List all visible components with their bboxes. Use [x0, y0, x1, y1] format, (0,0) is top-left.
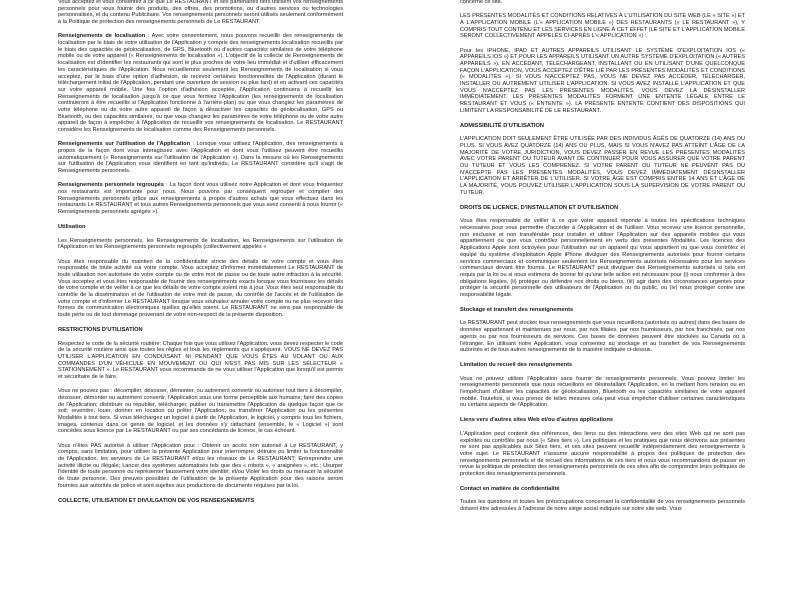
section-title-utilisation: Utilisation [58, 223, 86, 230]
section-title-contact: Contact en matière de confidentialité [460, 485, 560, 492]
grouped-heading: Renseignements personnels regroupés [58, 182, 164, 189]
grouped-body: : La façon dont vous utilisez notre Application et dont vous fréquentez nos restaurants est importante pour nous. Nous pouvons par conséquent regrouper et compiler des Renseignements personnels grâce aux renseignements à propos d'autres achats que vous effectuez dans les restaurants Le RESTAURANT et tous autres Renseignements personnels que vous avez consenti à nous fournir (« Renseignements personnels agrégés »). [58, 182, 343, 216]
restrictions-paragraph-1: Respectez le code de la sécurité routière: Chaque fois que vous utilisez l'Application, vous devez respecter le code de la sécurité routière ainsi que toutes les règles et tous les règlements qui s'appliquent. VOUS NE DEVEZ PAS UTILISER L'APPLICATION EN CONDUISANT NI PENDANT QUE VOUS ÊTES AU VOLANT OU AUX COMMANDES D'UN VÉHICULE EN MOUVEMENT OU QUI N'EST PAS MIS SUR LES SÉLECTEUR « STATIONNEMENT ». Le RESTAURANT vous recommande de ne vous utiliser l'Application que lorsqu'il est permis et sécuritaire de le faire. [58, 340, 343, 381]
consent-paragraph: Vous acceptez et vous consentez à ce que Le RESTAURANT et ses partenaires tiers utilisent vos renseignements personnels pour vous fournir des produits, des offres, des promotions, ou d'autres services ou technologies personnalisés, et du contenu Publicitaire. Vos renseignements personnels seront utilisés seulement conformément à la Politique de protection des renseignements personnels de Le RESTAURANT. [58, 0, 343, 26]
utilisation-paragraph-1: Les Renseignements personnels, les Renseignements de localisation, les Renseignements sur l'utilisation de l'Application et les Renseignements personnels regroupés (collectivement appelés « [58, 237, 343, 251]
caps-paragraph-1: LES PRÉSENTES MODALITÉS ET CONDITIONS RELATIVES À L'UTILISATION DU SITE WEB (LE « SITE ») ET À L'APPLICATION MOBILE (L'« APPLICATION MOBILE ») DES RESTAURANTS (« LE RESTAURANT »), Y COMPRIS TOUT CONTENU ET LES SERVICES EN LIGNE À CET EFFET (LE SITE ET L'APPLICATION MOBILE SERONT COLLECTIVEMENT APPELÉS CI-APRÈS L'« APPLICATION ») : [460, 13, 745, 40]
right-column [460, 0, 745, 520]
licence-paragraph: Vous êtes responsable de veiller à ce que votre appareil réponde à toutes les spécifications techniques nécessaires pour vous permettre d'accéder à l'Application et de l'utiliser. Vous recevez une licence personnelle, non exclusive et non transférable pour installer et utiliser l'Application sur des appareils mobiles qui vous appartiennent ou que vous contrôlez personnellement en vertu des présentes Modalités. Les licences des Applications Apple sont octroyées pour l'utilisation sur un appareil qui vous appartient ou que vous contrôlez et équipé du système d'exploitation Apple iPhone divulguer des Renseignements autorisés pour fournir certains services commerciaux et communiquer seulement les Renseignements autorisés nécessaires pour les services commerciaux devant être fournis. Le RESTAURANT peut divulguer des Renseignements autorisés si cela est requis par la loi ou si nous estimons de bonne foi qu'une telle action est nécessaire pour (i) nous conformer à des obligations légales, (ii) protéger ou défendre nos droits ou biens, (iii) agir dans des circonstances urgentes pour protéger la sécurité personnelle des utilisateurs de l'Application ou du public, ou (iv) nous protéger contre une responsabilité légale. [460, 218, 745, 299]
location-paragraph [58, 33, 343, 134]
restrictions-paragraph-3: Vous n'êtes PAS autorisé à utiliser l'Application pour : Obtenir un accès non autorisé à Le RESTAURANT, y compris, sans limitation, pour utiliser la présente Application pour interrompre, détruire ou limiter la fonctionnalité de l'Application, les serveurs de Le RESTAURANT et/ou les réseaux de Le RESTAURANT; Entreprendre une activité illicite ou illégale; Lancer des systèmes automatisés tels que des « robots », « araignées », etc.; Usurper l'identité de toute personne ou représenter faussement votre identité; et/ou Violer les droits ou menacer la sécurité de toute personne. Des preuves possibles de l'utilisation de la présente Application pour des raisons seront fournies aux autorités de police et sont sujettes aux productions de documents requises par la loi. [58, 442, 343, 489]
section-title-licence: DROITS DE LICENCE, D'INSTALLATION ET D'UTILISATION [460, 204, 619, 211]
section-title-restrictions: RESTRICTIONS D'UTILISATION [58, 326, 143, 333]
liens-paragraph: L'Application peut contenir des références, des liens ou des interactions vers des sites Web qui ne sont pas exploités ou contrôlés par nous (« Sites tiers »). Les politiques et les pratiques que nous décrivons aux présentes ne sont pas applicables aux Sites tiers, et ces sites peuvent recueillir indépendamment des renseignements à votre sujet. Le RESTAURANT n'assume aucune responsabilité à propos des politiques de protection des renseignements personnels et de recueil des informations de ces tiers et nous vous recommandons de passer en revue la politique de protection des renseignements personnels de ces sites afin de comprendre leurs politiques de protection des renseignements personnels. [460, 430, 745, 478]
top-line: concerne ce site. [460, 0, 503, 5]
restrictions-paragraph-2: Vous ne pouvez pas : décompiler, désosser, démonter, ou autrement convertir ou autoriser tout tiers à décompiler, désosser, démonter ou autrement convertir, l'Application sous une forme perceptible aux humains; faire des copies de l'Application; distribuer ou republier, télécharger, publier ou transmettre l'Application de quelque façon que ce soit; revendre, louer, donner en location ou prêter l'Application; ou transférer l'Application ou les présentes Modalités à tout tiers. Si vous téléchargez un logiciel à partir de l'Application, le logiciel, y compris tous les fichiers, images, contenus dans ce genre de logiciel, et les données s'y rattachant (ensemble, le « Logiciel ») sont concédés sous licence par Le RESTAURANT ou par ses concédants de licence, le cas échéant. [58, 388, 343, 435]
section-title-liens: Liens vers d'autres sites Web et/ou d'autres applications [460, 417, 614, 424]
usage-body: : Lorsque vous utilisez l'Application, des renseignements à propos de la façon dont vous interagissez avec l'Application et dont vous l'utilisez peuvent être recueillis automatiquement (« Renseignements sur l'utilisation de l'Application »). Dans la mesure où les Renseignements sur l'utilisation de l'Application vous identifient en tant qu'individu, Le RESTAURANT considère qu'il s'agit de Renseignements personnels. [58, 141, 343, 175]
left-column [58, 0, 343, 511]
stockage-paragraph: Le RESTAURANT peut stocker tous renseignements que vous recueillons (autorisés ou autres) dans des bases de données appartenant et maintenues par nous, par nos filiales, par nos fournisseurs, par nos franchisés, par nos agents ou par nos fournisseurs de services. Ces bases de données peuvent être stockées au Canada ou à l'étranger. En utilisant notre Application, vous consentez au stockage et au transfert de vos Renseignements autorisés et de tous autres renseignements de la manière indiquée ci-dessus. [460, 320, 745, 354]
section-title-admissibilite: ADMISSIBILITÉ D'UTILISATION [460, 122, 545, 129]
utilisation-paragraph-2: Vous êtes responsable du maintien de la confidentialité stricte des détails de votre compte et vous êtes responsable de toute activité sur votre compte. Vous acceptez d'informer immédiatement Le RESTAURANT de toute utilisation non autorisée de votre compte ou de votre mot de passe ou de toute autre infraction à la sécurité. Vous acceptez et vous êtes responsable de fournir des renseignements exacts lorsque vous fournissez les détails de votre compte et de veiller à ce que les détails de votre compte soient mis à jour. Vous êtes seul responsable du contrôle de la dissémination et de l'utilisation de votre mot de passe, du contrôle de l'accès et de l'utilisation de votre compte et d'informer Le RESTAURANT lorsque vous souhaitez annuler votre compte ou ne plus recevoir des formes de communication électroniques quelles qu'elles soient. Le RESTAURANT ne sera pas responsable de toute perte ou de tout dommage provenant de votre non-respect de la présente disposition. [58, 258, 343, 319]
section-title-collecte: COLLECTE, UTILISATION ET DIVULGATION DE VOS RENSEIGNEMENTS [58, 497, 255, 504]
section-title-stockage: Stockage et transfert des renseignements [460, 306, 574, 313]
usage-paragraph [58, 141, 343, 175]
contact-paragraph: Toutes les questions et toutes les préoccupations concernant la confidentialité de vos renseignements personnels doivent être adressées à l'adresse de notre siège social indiquée sur notre site web. Vous [460, 499, 745, 513]
admissibilite-paragraph: L'APPLICATION DOIT SEULEMENT ÊTRE UTILISÉE PAR DES INDIVIDUS ÂGÉS DE QUATORZE (14) ANS OU PLUS. SI VOUS AVEZ QUATORZE (14) ANS OU PLUS, MAIS SI VOUS N'AVEZ PAS ATTEINT L'ÂGE DE LA MAJORITÉ DE VOTRE JURIDICTION, VOUS DEVEZ PASSER EN REVUE LES PRÉSENTES MODALITÉS AVEC VOTRE PARENT OU TUTEUR AVANT DE CONTINUER POUR VOUS ASSURER QUE VOTRE PARENT OU TUTEUR ET VOUS LES COMPRENEZ. SI VOTRE PARENT OU TUTEUR NE PEUVENT PAS OU N'ACCEPTE PAS LES PRÉSENTES MODALITÉS, VOUS DEVEZ IMMÉDIATEMENT DÉSINSTALLER L'APPLICATION ET ARRÊTER DE L'UTILISER. SI VOTRE ÂGE EST COMPRIS ENTRE 14 ANS ET L'ÂGE DE LA MAJORITÉ, VOUS POUVEZ UTILISER L'APPLICATION SOUS LA SUPERVISION DE VOTRE PARENT OU TUTEUR. [460, 136, 745, 196]
section-title-limitation: Limitation du recueil des renseignements [460, 361, 573, 368]
grouped-paragraph [58, 182, 343, 216]
limitation-paragraph: Vous ne pouvez utiliser l'Application sans fournir de renseignements personnels. Vous pouvez limiter les renseignements personnels que nous recueillons en désinstallant l'Application, en la mettant hors tension ou en l'empêchant d'utiliser les capacités de géolocalisation, Bluetooth ou les capacités similaires de votre appareil mobile. Toutefois, si vous prenez de telles mesures cela peut vous empêcher d'utiliser certaines caractéristiques ou certains aspects de l'Application. [460, 375, 745, 409]
location-body: : Avec votre consentement, nous pouvons recueillir des renseignements de localisation par le biais de votre utilisation de l'Application y compris des renseignements localisation recueillis par le biais des capacités de géolocalisation, de GPS, Bluetooth ou d'autres capacités similaires de votre téléphone mobile ou de votre appareil (« Renseignements de localisation »). L'objectif de la collecte de Renseignements de localisation est d'identifier les restaurants qui sont le plus proches de votre lieu immédiat et d'utiliser efficacement les caractéristiques de l'Application. Nous recueillerons seulement les Renseignements de localisation si vous acceptez, par le biais d'une option d'adhésion, de recevoir certaines fonctionnalités de l'Application (durant le téléchargement initial de l'Application, pendant une ouverture de session ou plus tard) et en activant ces capacités sur votre appareil mobile. Une fois l'option d'adhésion acceptée, l'Application continuera à recueillir les Renseignements de localisation jusqu'à ce que vous fermiez l'Application (les renseignements de localisation continueront à être recueillis si l'Application fonctionne à l'arrière-plan) ou que vous changiez les paramètres de votre téléphone ou de votre autre appareil de façon à désactiver les capacités de géolocalisation, GPS ou Bluetooth, ou des capacités similaires, ou que vous changiez les paramètres de votre téléphone ou de votre autre appareil de façon à empêcher à l'Application de recueillir vos renseignements de localisation. Le RESTAURANT considère les Renseignements de localisation comme des Renseignements personnels. [58, 33, 343, 134]
caps-paragraph-2: Pour les IPHONE, IPAD ET AUTRES APPAREILS UTILISANT LE SYSTÈME D'EXPLOITATION IOS (« APPAREILS IOS ») ET POUR LES APPAREILS UTILISANT UN AUTRE SYSTÈME D'EXPLOITATION (« AUTRES APPAREILS »). EN ACCÉDANT, TÉLÉCHARGEANT, INSTALLANT OU EN UTILISANT D'UNE QUELCONQUE FAÇON L'APPLICATION, VOUS ACCEPTEZ D'ÊTRE LIÉ PAR LES PRÉSENTES MODALITÉS ET CONDITIONS (« MODALITÉS »). SI VOUS N'ACCEPTEZ PAS, VOUS NE DEVEZ PAS ACCÉDER, TÉLÉCHARGER, INSTALLER OU AUTREMENT UTILISER L'APPLICATION. SI VOUS AVEZ INSTALLÉ L'APPLICATION ET QUE VOUS N'ACCEPTEZ PAS LES PRÉSENTES MODALITÉS, VOUS DEVEZ LA DÉSINSTALLER IMMÉDIATEMENT. LES PRÉSENTES MODALITÉS FORMENT UNE ENTENTE LÉGALE ENTRE LE RESTAURANT ET VOUS (« ENTENTE »). LA PRÉSENTE ENTENTE CONTIENT DES DISPOSITIONS QUI LIMITENT LA RESPONSABILITÉ DE LE RESTAURANT. [460, 47, 745, 114]
usage-heading: Renseignements sur l'utilisation de l'Application [58, 141, 191, 148]
location-heading: Renseignements de localisation [58, 33, 146, 40]
